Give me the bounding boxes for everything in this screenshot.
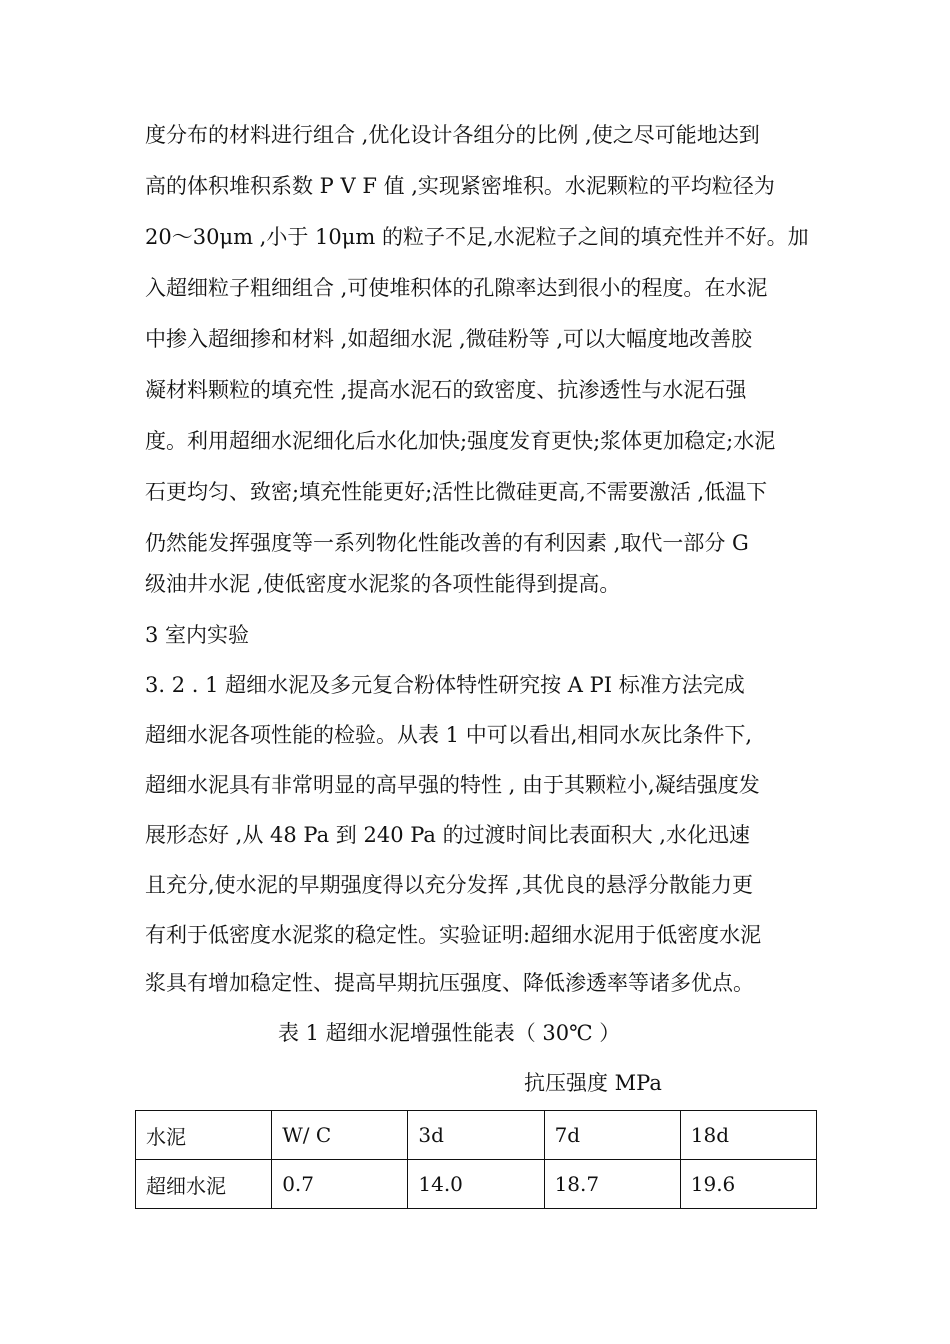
table-row: [136, 1160, 817, 1209]
text-line: 3. 2 . 1 超细水泥及多元复合粉体特性研究按 A PI 标准方法完成: [145, 673, 745, 697]
text-line: 高的体积堆积系数 P V F 值 ,实现紧密堆积。水泥颗粒的平均粒径为: [145, 174, 775, 198]
text-line: 超细水泥各项性能的检验。从表 1 中可以看出,相同水灰比条件下,: [145, 723, 753, 747]
text-line: 20～30μm ,小于 10μm 的粒子不足,水泥粒子之间的填充性并不好。加: [145, 225, 809, 249]
table-cell: 0.7: [272, 1160, 408, 1209]
text-line: 度分布的材料进行组合 ,优化设计各组分的比例 ,使之尽可能地达到: [145, 123, 760, 147]
text-line: 有利于低密度水泥浆的稳定性。实验证明:超细水泥用于低密度水泥: [145, 923, 762, 947]
header-cell: W/ C: [272, 1111, 408, 1160]
table-unit-note: 抗压强度 MPa: [524, 1071, 662, 1095]
text-line: 石更均匀、致密;填充性能更好;活性比微硅更高,不需要激活 ,低温下: [145, 480, 768, 504]
text-line: 超细水泥具有非常明显的高早强的特性 , 由于其颗粒小,凝结强度发: [145, 773, 760, 797]
table-cell: 19.6: [680, 1160, 816, 1209]
header-cell: 7d: [544, 1111, 680, 1160]
table-cell: 14.0: [408, 1160, 544, 1209]
text-line: 仍然能发挥强度等一系列物化性能改善的有利因素 ,取代一部分 G: [145, 531, 749, 555]
table-caption: 表 1 超细水泥增强性能表（ 30℃ ）: [278, 1021, 621, 1045]
table-header-row: [136, 1111, 817, 1160]
header-cell: 18d: [680, 1111, 816, 1160]
text-line: 中掺入超细掺和材料 ,如超细水泥 ,微硅粉等 ,可以大幅度地改善胶: [145, 327, 753, 351]
text-line: 凝材料颗粒的填充性 ,提高水泥石的致密度、抗渗透性与水泥石强: [145, 378, 747, 402]
text-line: 级油井水泥 ,使低密度水泥浆的各项性能得到提高。: [145, 572, 621, 596]
text-line: 且充分,使水泥的早期强度得以充分发挥 ,其优良的悬浮分散能力更: [145, 873, 754, 897]
table-cell: 超细水泥: [136, 1160, 272, 1209]
text-line: 展形态好 ,从 48 Pa 到 240 Pa 的过渡时间比表面积大 ,水化迅速: [145, 823, 750, 847]
header-cell: 3d: [408, 1111, 544, 1160]
section-heading: 3 室内实验: [145, 623, 250, 647]
text-line: 浆具有增加稳定性、提高早期抗压强度、降低渗透率等诸多优点。: [145, 971, 754, 995]
text-line: 入超细粒子粗细组合 ,可使堆积体的孔隙率达到很小的程度。在水泥: [145, 276, 768, 300]
table-cell: 18.7: [544, 1160, 680, 1209]
strength-table: [135, 1110, 817, 1209]
text-line: 度。利用超细水泥细化后水化加快;强度发育更快;浆体更加稳定;水泥: [145, 429, 776, 453]
header-cell: 水泥: [136, 1111, 272, 1160]
